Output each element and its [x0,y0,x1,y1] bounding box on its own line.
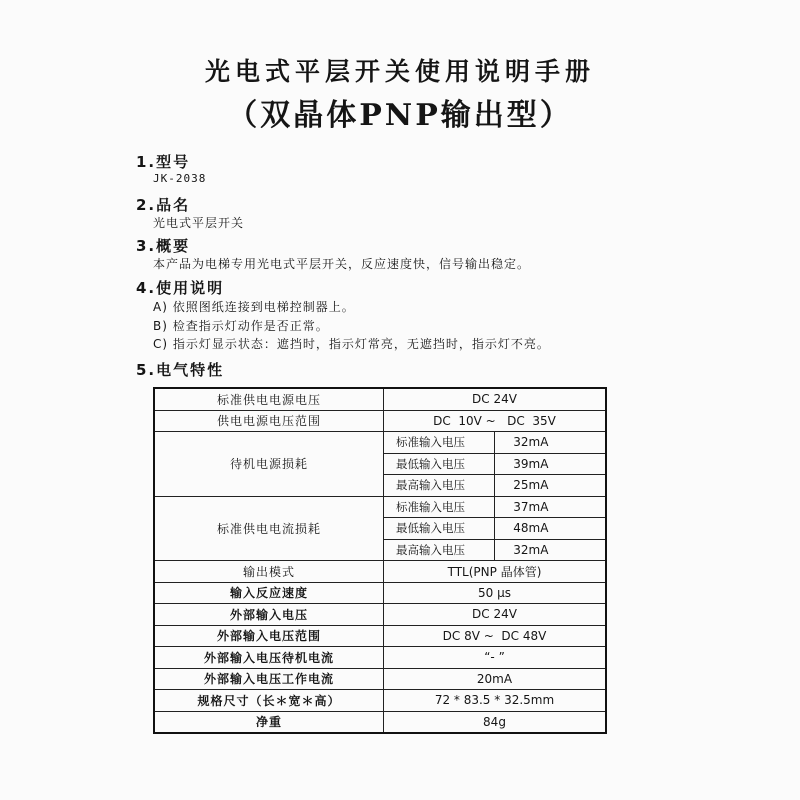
document-subtitle: （双晶体PNP输出型） [227,98,573,133]
table-row [154,668,606,690]
product-name: 光电式平层开关 [153,216,245,230]
section-heading-electrical: 5.电气特性 [136,361,225,379]
spec-value: 32mA [495,539,606,561]
spec-label: 外部输入电压待机电流 [154,647,384,669]
spec-sub-label: 最低输入电压 [384,518,495,540]
spec-value: DC 8V ~ DC 48V [384,625,607,647]
spec-value: DC 24V [384,604,607,626]
usage-step-c: C) 指示灯显示状态：遮挡时，指示灯常亮，无遮挡时，指示灯不亮。 [153,337,550,351]
spec-label: 标准供电电源电压 [154,388,384,410]
table-row [154,496,606,518]
table-row [154,410,606,432]
spec-value: 72 * 83.5 * 32.5mm [384,690,607,712]
spec-label: 标准供电电流损耗 [154,496,384,561]
table-row [154,561,606,583]
table-row [154,388,606,410]
spec-sub-label: 最高输入电压 [384,475,495,497]
spec-label: 输出模式 [154,561,384,583]
spec-label: 待机电源损耗 [154,432,384,497]
table-row [154,432,606,454]
spec-label: 规格尺寸（长＊宽＊高） [154,690,384,712]
spec-sub-label: 标准输入电压 [384,432,495,454]
section-heading-product-name: 2.品名 [136,196,191,214]
usage-step-b: B) 检查指示灯动作是否正常。 [153,319,329,333]
spec-sub-label: 最低输入电压 [384,453,495,475]
table-row [154,711,606,733]
spec-value: 48mA [495,518,606,540]
spec-sub-label: 最高输入电压 [384,539,495,561]
spec-label: 外部输入电压工作电流 [154,668,384,690]
table-row [154,625,606,647]
spec-value: “- ” [384,647,607,669]
spec-label: 供电电源电压范围 [154,410,384,432]
spec-value: 25mA [495,475,606,497]
spec-label: 外部输入电压 [154,604,384,626]
spec-value: 32mA [495,432,606,454]
spec-value: DC 24V [384,388,607,410]
spec-value: TTL(PNP 晶体管) [384,561,607,583]
table-row [154,647,606,669]
section-heading-overview: 3.概要 [136,237,191,255]
spec-value: 20mA [384,668,607,690]
spec-value: DC 10V ~ DC 35V [384,410,607,432]
table-row [154,690,606,712]
model-number: JK-2038 [153,172,207,185]
section-heading-usage: 4.使用说明 [136,279,225,297]
spec-value: 37mA [495,496,606,518]
spec-value: 39mA [495,453,606,475]
spec-sub-label: 标准输入电压 [384,496,495,518]
spec-value: 50 μs [384,582,607,604]
spec-label: 输入反应速度 [154,582,384,604]
usage-step-a: A) 依照图纸连接到电梯控制器上。 [153,300,355,314]
overview-text: 本产品为电梯专用光电式平层开关，反应速度快，信号输出稳定。 [153,257,531,271]
table-row [154,582,606,604]
section-heading-model: 1.型号 [136,153,191,171]
spec-value: 84g [384,711,607,733]
table-row [154,604,606,626]
document-title: 光电式平层开关使用说明手册 [204,57,595,86]
spec-label: 净重 [154,711,384,733]
electrical-spec-table [153,387,607,734]
spec-label: 外部输入电压范围 [154,625,384,647]
